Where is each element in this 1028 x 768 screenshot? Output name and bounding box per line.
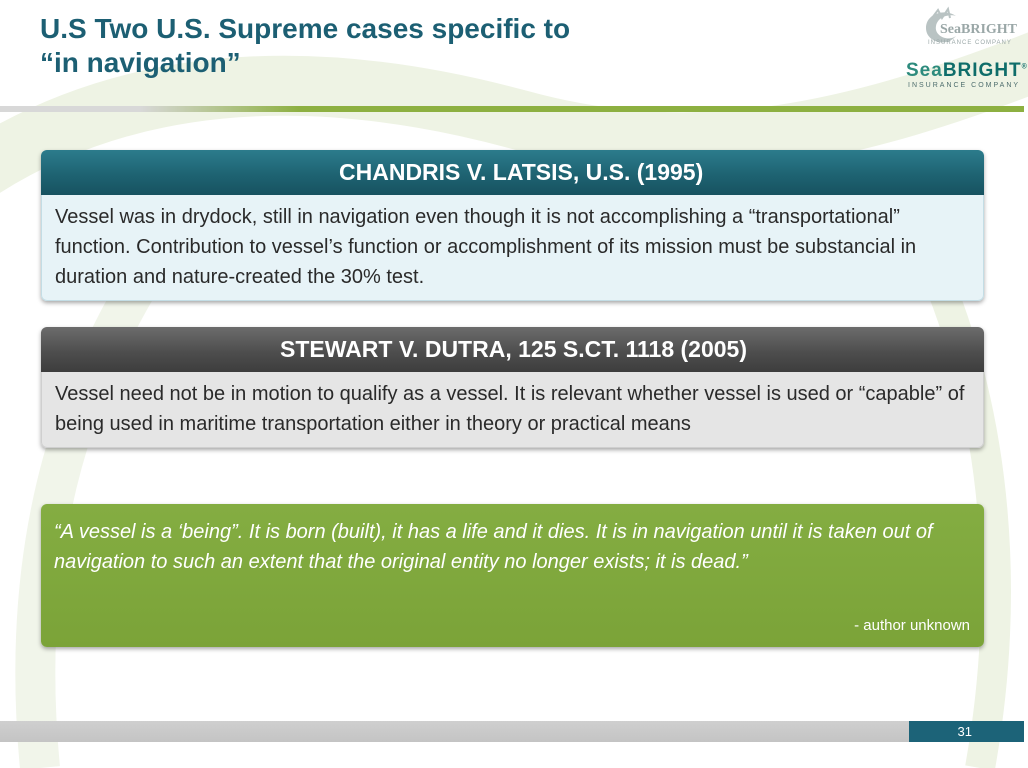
quote-text: “A vessel is a ‘being”. It is born (built), it has a life and it dies. It is in navigation until it is taken out of navigation to such an extent that the original entity no longer exists; it is dead.”	[54, 521, 933, 573]
case-header	[41, 327, 984, 372]
seabright-old-subtitle: INSURANCE COMPANY	[928, 40, 1012, 46]
case-heading: CHANDRIS V. LATSIS, U.S. (1995)	[339, 159, 704, 185]
seabright-logo-old	[922, 6, 1018, 50]
seabright-bright: BRIGHT	[942, 60, 1022, 81]
case-body: Vessel was in drydock, still in navigation even though it is not accomplishing a “transportational” function. Contribution to vessel’s function or accomplishment of its mission must be substancial in duration and nature-created the 30% test.	[41, 195, 984, 301]
slide-title	[40, 12, 860, 80]
title-divider	[0, 106, 1024, 112]
footer-bar	[0, 721, 909, 742]
case-header	[41, 150, 984, 195]
seabright-old-name: SeaBRIGHT	[940, 22, 1018, 37]
seabright-wordmark	[906, 60, 1028, 82]
seabright-subtitle: INSURANCE COMPANY	[908, 82, 1021, 89]
case-chandris	[41, 150, 984, 301]
seabright-sea: Sea	[906, 60, 943, 81]
slide-title-line-2: “in navigation”	[40, 47, 241, 78]
case-heading: STEWART V. DUTRA, 125 S.CT. 1118 (2005)	[280, 336, 747, 362]
quote-box	[41, 504, 984, 647]
case-stewart	[41, 327, 984, 448]
slide-title-line-1: U.S Two U.S. Supreme cases specific to	[40, 13, 571, 44]
registered-mark: ®	[1021, 63, 1028, 71]
page-number: 31	[957, 724, 972, 739]
case-body: Vessel need not be in motion to qualify as a vessel. It is relevant whether vessel is used or “capable” of being used in maritime transportation either in theory or practical means	[41, 372, 984, 448]
page-number-box	[909, 721, 1024, 742]
seabright-logo	[900, 56, 1028, 94]
quote-attribution: - author unknown	[854, 617, 970, 634]
